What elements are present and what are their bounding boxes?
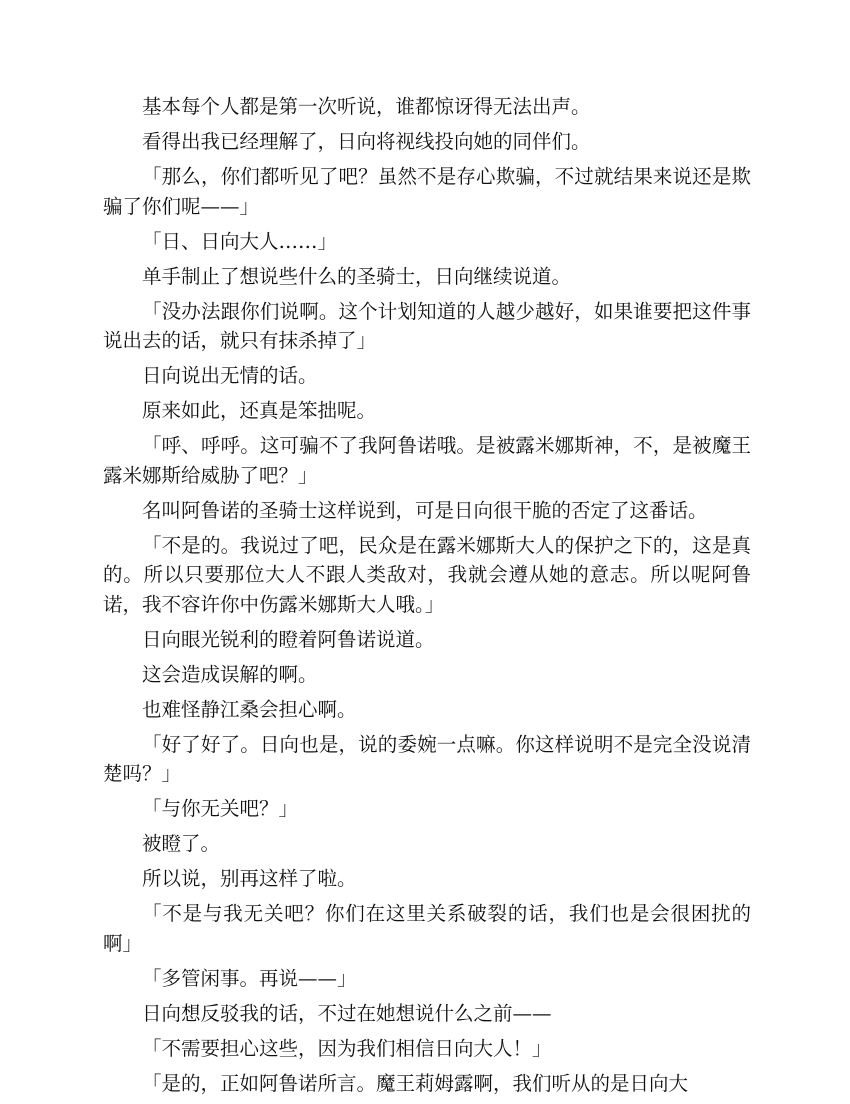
paragraph-dialog: 「好了好了。日向也是，说的委婉一点嘛。你这样说明不是完全没说清楚吗？」 <box>103 732 751 785</box>
paragraph-dialog: 「日、日向大人……」 <box>142 229 338 253</box>
paragraph-narration: 也难怪静江桑会担心啊。 <box>142 697 357 721</box>
paragraph-narration: 这会造成误解的啊。 <box>142 662 318 686</box>
paragraph-dialog: 「那么，你们都听见了吧？虽然不是存心欺骗，不过就结果来说还是欺骗了你们呢——」 <box>103 165 751 218</box>
paragraph-narration: 单手制止了想说些什么的圣骑士，日向继续说道。 <box>142 264 572 288</box>
paragraph-narration: 日向想反驳我的话，不过在她想说什么之前—— <box>142 1001 552 1025</box>
paragraph-dialog: 「不是的。我说过了吧，民众是在露米娜斯大人的保护之下的，这是真的。所以只要那位大人不跟人类敌对，我就会遵从她的意志。所以呢阿鲁诺，我不容许你中伤露米娜斯大人哦。」 <box>103 533 751 616</box>
paragraph-dialog: 「与你无关吧？」 <box>142 797 299 820</box>
paragraph-narration: 被瞪了。 <box>142 832 221 855</box>
paragraph-narration: 日向说出无情的话。 <box>142 364 318 387</box>
paragraph-dialog: 「不是与我无关吧？你们在这里关系破裂的话，我们也是会很困扰的啊」 <box>103 902 751 955</box>
paragraph-dialog: 「呼、呼呼。这可骗不了我阿鲁诺哦。是被露米娜斯神，不，是被魔王露米娜斯给威胁了吧？」 <box>103 434 751 487</box>
novel-text-body <box>103 92 751 1104</box>
paragraph-narration: 所以说，别再这样了啦。 <box>142 867 357 890</box>
paragraph-dialog: 「不需要担心这些，因为我们相信日向大人！」 <box>142 1036 552 1060</box>
paragraph-dialog: 「没办法跟你们说啊。这个计划知道的人越少越好，如果谁要把这件事说出去的话，就只有抹杀掉了」 <box>103 299 751 352</box>
paragraph-narration: 名叫阿鲁诺的圣骑士这样说到，可是日向很干脆的否定了这番话。 <box>142 498 708 522</box>
paragraph-dialog: 「多管闲事。再说——」 <box>142 966 357 990</box>
paragraph-narration: 基本每个人都是第一次听说，谁都惊讶得无法出声。 <box>142 95 591 118</box>
paragraph-dialog: 「是的，正如阿鲁诺所言。魔王莉姆露啊，我们听从的是日向大 <box>142 1071 689 1095</box>
paragraph-narration: 原来如此，还真是笨拙呢。 <box>142 399 377 422</box>
paragraph-narration: 日向眼光锐利的瞪着阿鲁诺说道。 <box>142 627 435 651</box>
paragraph-narration: 看得出我已经理解了，日向将视线投向她的同伴们。 <box>142 130 591 153</box>
